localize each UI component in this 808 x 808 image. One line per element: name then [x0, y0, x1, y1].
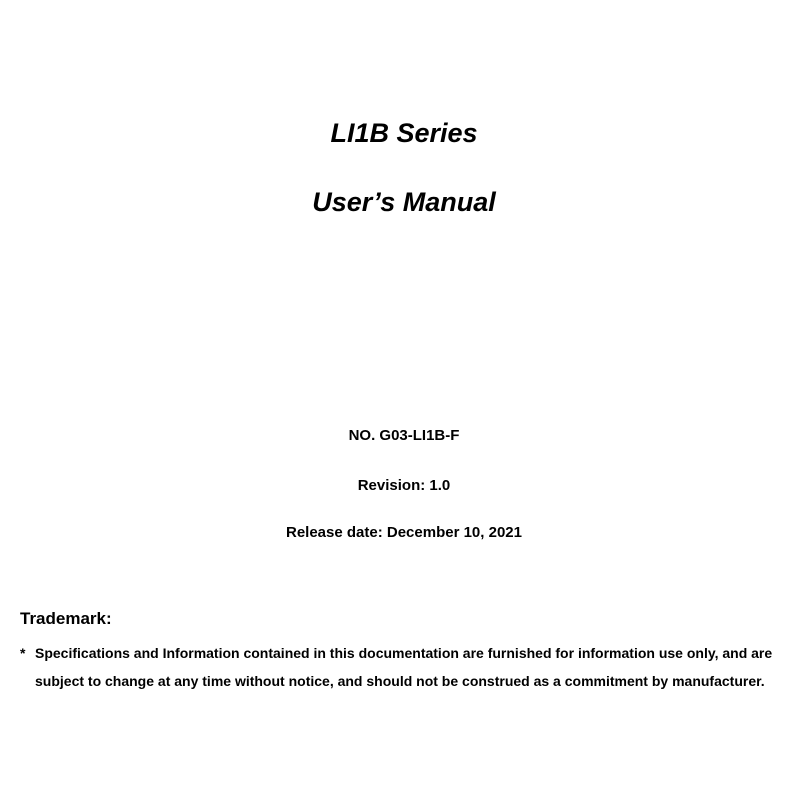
document-number: NO. G03-LI1B-F [348, 427, 460, 444]
trademark-note-line-2: subject to change at any time without notice, and should not be construed as a commitment by manufacturer. [35, 673, 765, 689]
trademark-heading: Trademark: [20, 609, 112, 628]
series-title: LI1B Series [330, 118, 478, 148]
manual-title: User’s Manual [312, 187, 496, 217]
trademark-note-line-1: Specifications and Information contained in this documentation are furnished for information use only, and are [35, 645, 773, 661]
trademark-note [20, 639, 790, 695]
release-date: Release date: December 10, 2021 [286, 524, 522, 541]
document-revision: Revision: 1.0 [357, 477, 451, 494]
note-bullet: * [20, 645, 26, 661]
